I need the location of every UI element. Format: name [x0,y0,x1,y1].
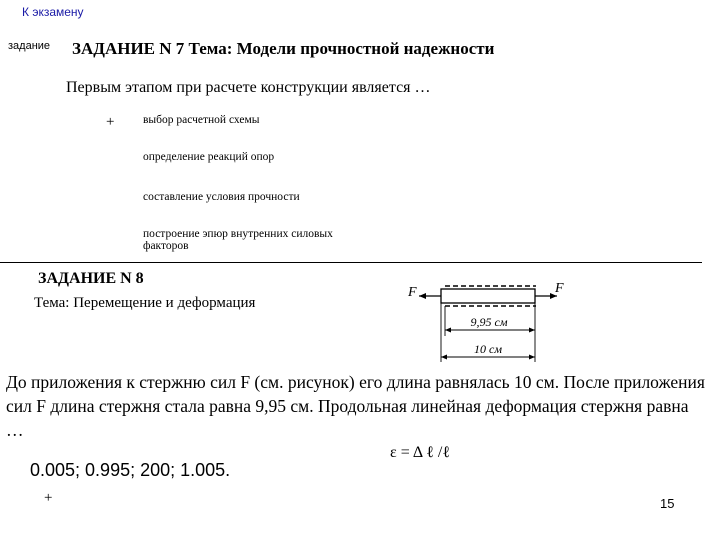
task8-question-text: До приложения к стержню сил F (см. рисунок) его длина равнялась 10 см. После приложения сил F длина стержня стала равна 9,95 см. Продольная линейная деформация стержня равна … [6,372,705,440]
task7-option[interactable]: выбор расчетной схемы [143,114,260,126]
task7-option[interactable]: определение реакций опор [143,151,275,163]
task8-title: ЗАДАНИЕ N 8 [38,270,144,287]
task7-question: Первым этапом при расчете конструкции является … [66,79,431,96]
force-left-arrowhead [419,293,426,299]
task8-topic: Тема: Перемещение и деформация [34,295,256,311]
section-divider [0,262,702,263]
task7-option[interactable]: составление условия прочности [143,191,300,203]
side-label: задание [8,40,51,52]
correct-answer-marker: + [44,490,53,506]
back-to-exam-link[interactable]: К экзамену [22,5,84,19]
force-left-label: F [408,285,417,300]
dim-inner-label: 9,95 см [470,315,508,329]
dim-outer-label: 10 см [474,342,502,356]
task7-option[interactable]: построение эпюр внутренних силовых [143,228,333,240]
rod-deformation-figure [405,274,575,364]
strain-formula: ε = Δ ℓ /ℓ [390,444,451,461]
page-number: 15 [660,496,675,511]
rod-body [441,289,535,303]
task8-answer-options[interactable]: 0.005; 0.995; 200; 1.005. [30,460,231,480]
force-right-label: F [555,281,564,296]
task7-title: ЗАДАНИЕ N 7 Тема: Модели прочностной надежности [72,39,495,58]
correct-answer-marker: + [106,114,115,130]
task7-option-continuation[interactable]: факторов [143,240,189,252]
